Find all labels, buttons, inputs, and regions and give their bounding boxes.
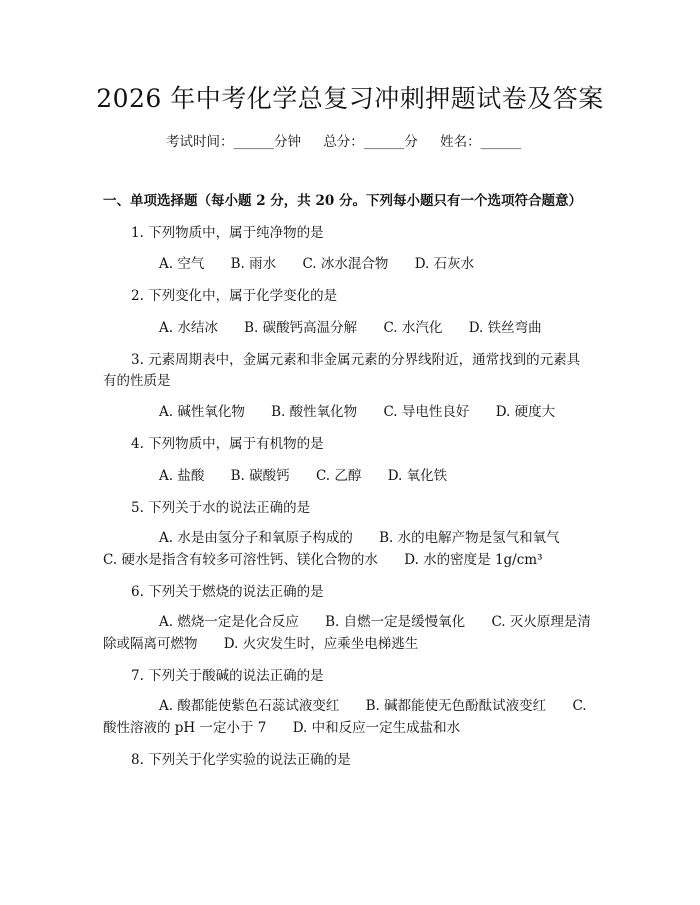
option: B. 酸性氧化物 bbox=[271, 404, 358, 420]
exam-title: 2026 年中考化学总复习冲刺押题试卷及答案 bbox=[96, 84, 604, 113]
exam-time-field: 考试时间：______分钟 bbox=[166, 134, 301, 150]
question-options bbox=[103, 611, 598, 655]
question-options bbox=[159, 254, 496, 274]
question-stem: 4. 下列物质中，属于有机物的是 bbox=[131, 436, 324, 452]
option: B. 碳酸钙高温分解 bbox=[244, 320, 358, 336]
option: A. 水是由氢分子和氧原子构成的 bbox=[159, 530, 353, 546]
option: C. 导电性良好 bbox=[383, 404, 470, 420]
option: D. 硬度大 bbox=[495, 404, 556, 420]
option: A. 碱性氧化物 bbox=[159, 404, 245, 420]
question-options bbox=[159, 466, 469, 486]
option: A. 燃烧一定是化合反应 bbox=[159, 614, 299, 630]
option: C. 灭火原理是清除或隔离可燃物 bbox=[103, 614, 591, 652]
option: A. 盐酸 bbox=[159, 468, 205, 484]
question-stem: 2. 下列变化中，属于化学变化的是 bbox=[131, 288, 338, 304]
question-options bbox=[103, 527, 598, 571]
question-stem: 7. 下列关于酸碱的说法正确的是 bbox=[131, 668, 324, 684]
section-heading: 一、单项选择题（每小题 2 分，共 20 分。下列每小题只有一个选项符合题意） bbox=[103, 193, 582, 209]
option: A. 空气 bbox=[159, 256, 205, 272]
option: D. 火灾发生时，应乘坐电梯逃生 bbox=[223, 636, 419, 652]
option: C. 硬水是指含有较多可溶性钙、镁化合物的水 bbox=[103, 552, 378, 568]
option: B. 自燃一定是缓慢氧化 bbox=[325, 614, 466, 630]
option: D. 石灰水 bbox=[414, 256, 475, 272]
option: A. 酸都能使紫色石蕊试液变红 bbox=[159, 698, 340, 714]
option: C. 乙醇 bbox=[315, 468, 362, 484]
question-stem: 8. 下列关于化学实验的说法正确的是 bbox=[131, 752, 351, 768]
option: D. 水的密度是 1g/cm³ bbox=[404, 552, 543, 568]
option: D. 中和反应一定生成盐和水 bbox=[292, 720, 461, 736]
question-options bbox=[103, 695, 598, 739]
option: B. 雨水 bbox=[230, 256, 277, 272]
option: B. 碳酸钙 bbox=[230, 468, 290, 484]
option: C. 冰水混合物 bbox=[302, 256, 389, 272]
question-stem: 1. 下列物质中，属于纯净物的是 bbox=[131, 225, 324, 241]
option: C. 酸性溶液的 pH 一定小于 7 bbox=[103, 698, 587, 736]
option: A. 水结冰 bbox=[159, 320, 218, 336]
option: D. 氧化铁 bbox=[387, 468, 448, 484]
question-options bbox=[159, 402, 577, 422]
exam-meta bbox=[166, 132, 521, 152]
question-stem: 5. 下列关于水的说法正确的是 bbox=[131, 500, 311, 516]
option: B. 碱都能使无色酚酞试液变红 bbox=[365, 698, 547, 714]
option: B. 水的电解产物是氢气和氧气 bbox=[379, 530, 560, 546]
option: C. 水汽化 bbox=[383, 320, 443, 336]
question-stem-line: 3. 元素周期表中，金属元素和非金属元素的分界线附近，通常找到的元素具 bbox=[131, 352, 581, 368]
option: D. 铁丝弯曲 bbox=[468, 320, 542, 336]
student-name-field: 姓名：______ bbox=[440, 134, 522, 150]
question-options bbox=[159, 318, 564, 338]
total-score-field: 总分：______分 bbox=[323, 134, 418, 150]
question-stem-line: 有的性质是 bbox=[103, 373, 171, 389]
question-stem: 6. 下列关于燃烧的说法正确的是 bbox=[131, 584, 324, 600]
